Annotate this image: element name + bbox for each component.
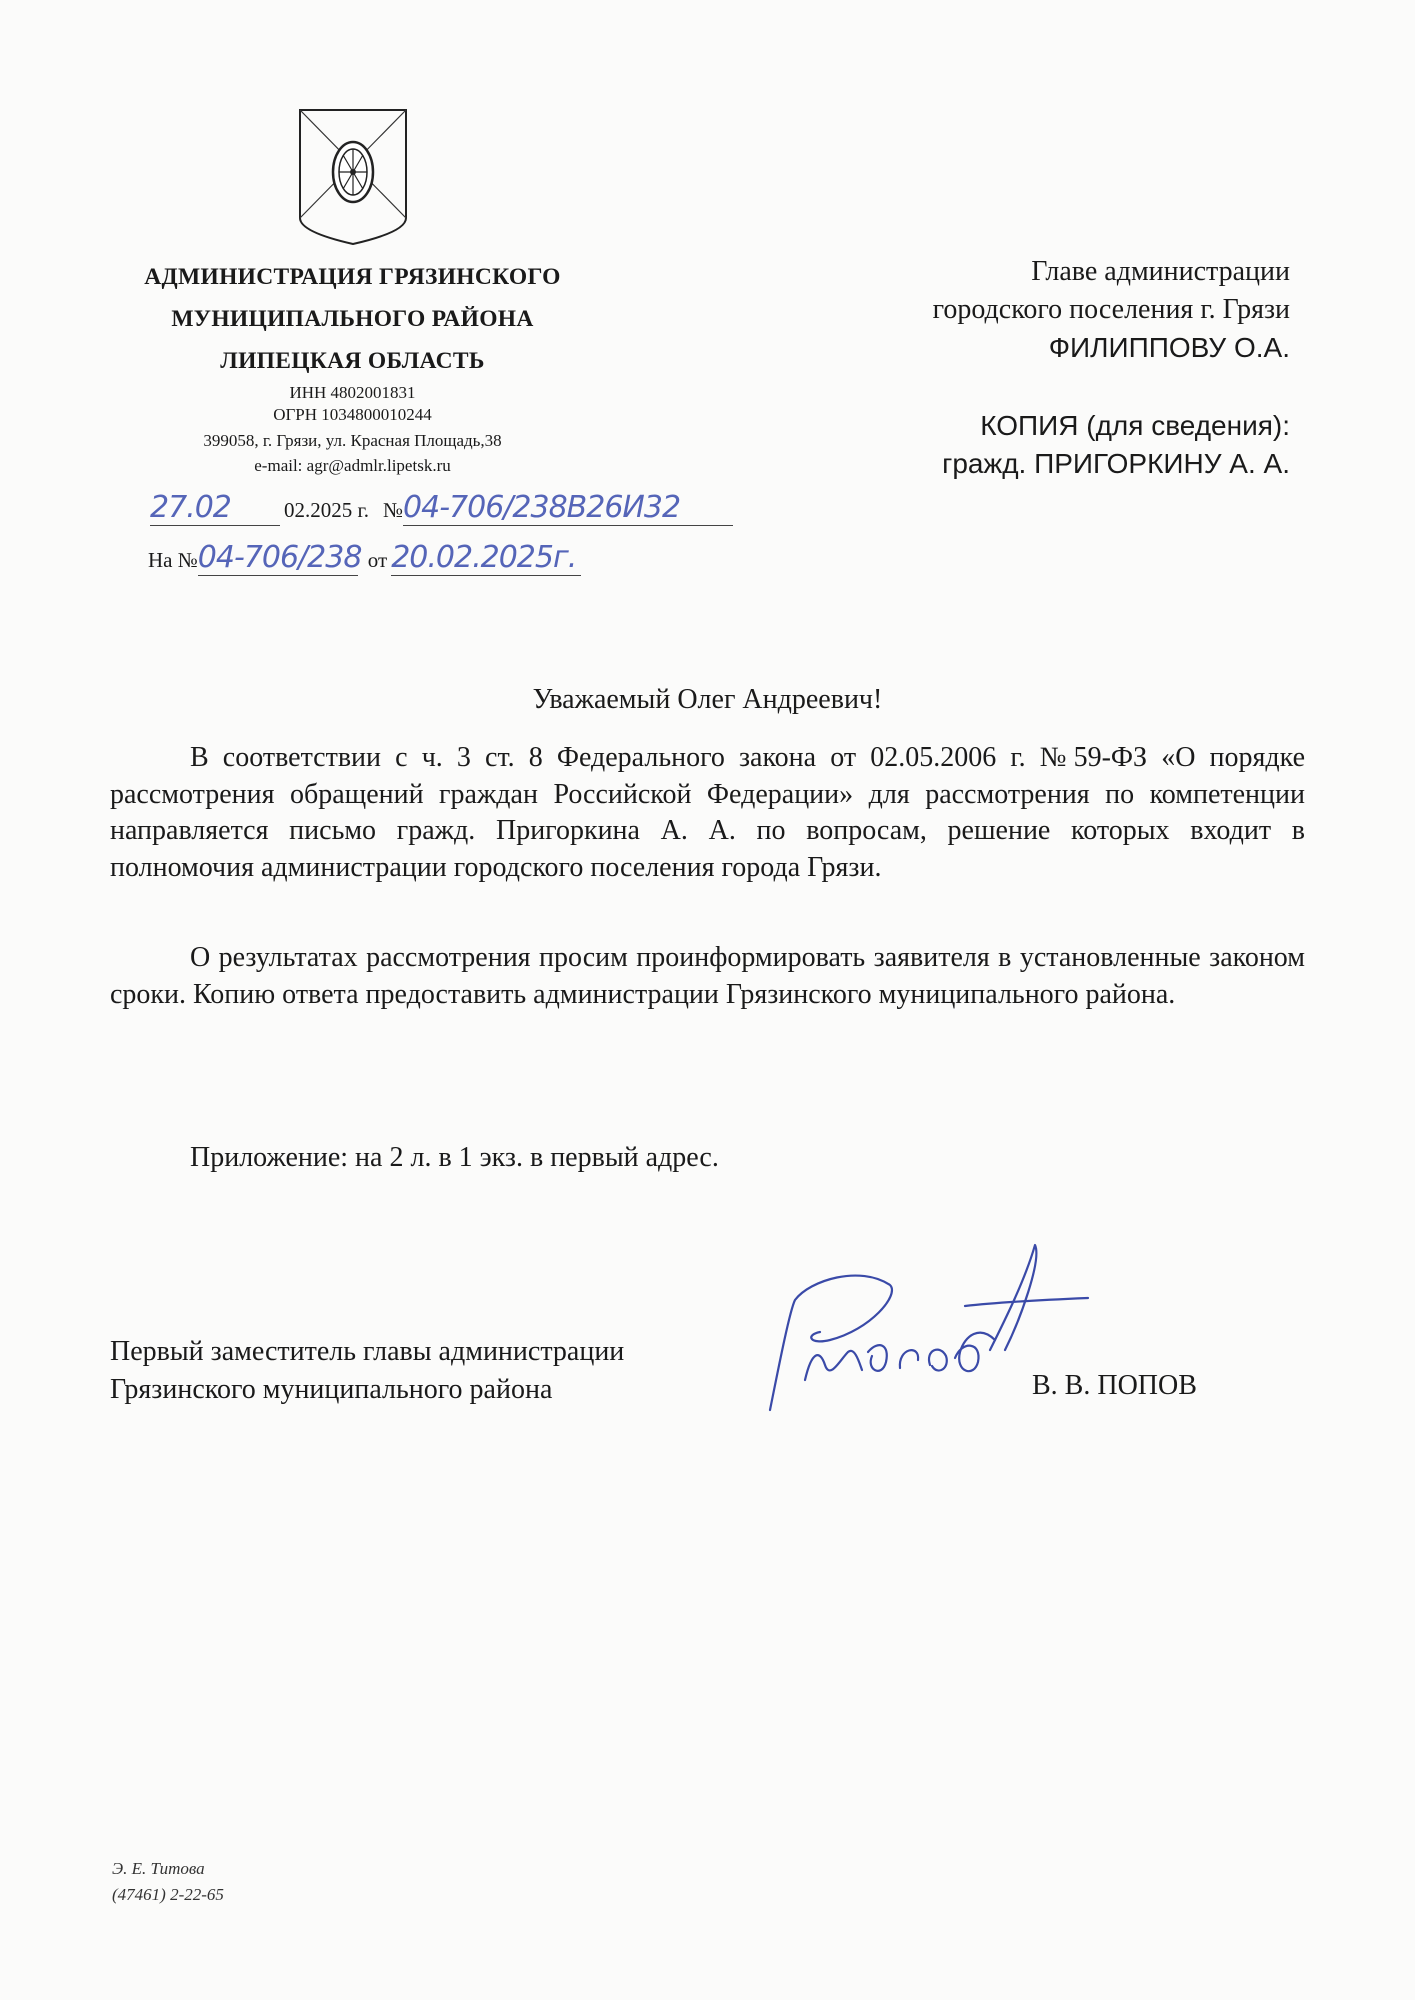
reference-from-label: от [367,548,388,572]
coat-of-arms-emblem [296,106,410,248]
attachment-note: Приложение: на 2 л. в 1 экз. в первый адрес. [190,1142,719,1173]
reference-number-handwritten: 04-706/238 [197,540,362,575]
sender-inn: ИНН 4802001831 [289,383,416,402]
sender-ogrn: ОГРН 1034800010244 [273,405,432,424]
reference-prefix: На № [148,548,198,572]
signatory-position-line2: Грязинского муниципального района [110,1374,553,1405]
signatory-position-line1: Первый заместитель главы администрации [110,1336,625,1367]
sender-address: 399058, г. Грязи, ул. Красная Площадь,38 [203,431,502,450]
body-paragraph-1: В соответствии с ч. 3 ст. 8 Федерального закона от 02.05.2006 г. №59-ФЗ «О порядке рассмотрения обращений граждан Российской Федерации» для рассмотрения по компетенции направляется письмо гражд. Пригоркина А. А. по вопросам, решение которых входит в полномочия администрации городского поселения города Грязи. [110,742,1305,883]
body-paragraph-2: О результатах рассмотрения просим проинформировать заявителя в установленные законом сроки. Копию ответа предоставить администрации Грязинского муниципального района. [110,942,1305,1010]
outgoing-number-handwritten: 04-706/238В26И32 [403,490,681,525]
reference-date-handwritten: 20.02.2025г. [391,540,577,575]
sender-org-line2: МУНИЦИПАЛЬНОГО РАЙОНА [171,306,534,332]
sender-region: ЛИПЕЦКАЯ ОБЛАСТЬ [220,348,485,374]
recipient-line1: Главе администрации [1031,256,1290,287]
copy-label: КОПИЯ (для сведения): [980,410,1290,441]
executor-name: Э. Е. Титова [112,1859,205,1878]
signatory-name: В. В. ПОПОВ [1032,1370,1197,1401]
reference-line [148,540,581,576]
outgoing-date-handwritten: 27.02 [150,490,231,525]
sender-org-line1: АДМИНИСТРАЦИЯ ГРЯЗИНСКОГО [144,264,561,290]
copy-recipient: гражд. ПРИГОРКИНУ А. А. [942,448,1290,479]
salutation: Уважаемый Олег Андреевич! [532,684,883,715]
outgoing-date-printed: 02.2025 г. [284,498,369,522]
executor-phone: (47461) 2-22-65 [112,1885,224,1904]
outgoing-number-line [150,490,733,526]
recipient-name: ФИЛИППОВУ О.А. [1048,332,1290,363]
outgoing-number-label: № [383,498,404,522]
sender-email: e-mail: agr@admlr.lipetsk.ru [254,456,451,475]
recipient-line2: городского поселения г. Грязи [932,294,1290,325]
